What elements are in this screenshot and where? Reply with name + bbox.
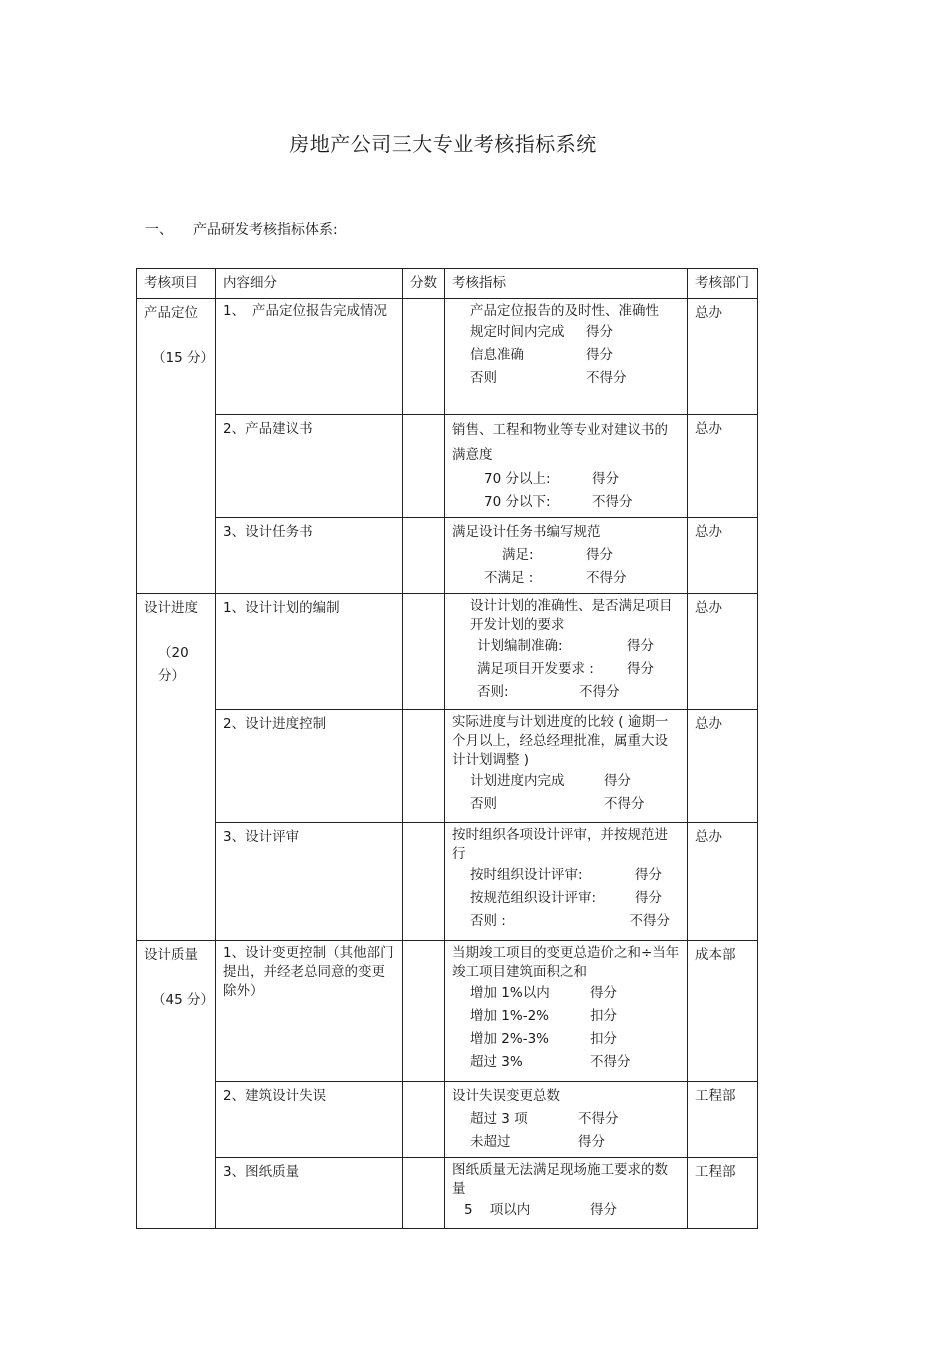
section-label: 产品研发考核指标体系: <box>193 222 338 238</box>
dept-cell: 工程部 <box>688 1082 758 1158</box>
indicator-desc: 满足设计任务书编写规范 <box>452 524 601 540</box>
item-cell: 3、设计评审 <box>216 823 403 941</box>
dept-cell: 成本部 <box>688 941 758 1082</box>
table-row <box>137 299 758 415</box>
header-dept: 考核部门 <box>688 269 758 299</box>
dept-cell: 总办 <box>688 710 758 823</box>
item-text: 产品定位报告完成情况 <box>252 303 387 319</box>
score-cell <box>403 1158 445 1229</box>
group-cell <box>137 594 216 941</box>
indicator-desc: 按时组织各项设计评审，并按规范进行 <box>452 827 668 862</box>
table-row <box>137 823 758 941</box>
table-row <box>137 941 758 1082</box>
score-cell <box>403 1082 445 1158</box>
group-name: 产品定位 <box>144 305 198 321</box>
table-row <box>137 415 758 518</box>
table-header-row <box>137 269 758 299</box>
section-heading <box>145 219 338 239</box>
indicator-desc: 设计失误变更总数 <box>452 1088 560 1104</box>
item-cell: 1、 产品定位报告完成情况 <box>216 299 403 415</box>
score-cell <box>403 299 445 415</box>
table-row <box>137 1158 758 1229</box>
indicator-cell: 设计计划的准确性、是否满足项目开发计划的要求 计划编制准确: 得分 满足项目开发要求 : 得分 否则: 不得分 <box>445 594 688 710</box>
indicator-cell: 销售、工程和物业等专业对建议书的满意度 70 分以上: 得分 70 分以下: 不得分 <box>445 415 688 518</box>
indicator-desc: 图纸质量无法满足现场施工要求的数量 <box>452 1162 668 1197</box>
dept-cell: 总办 <box>688 594 758 710</box>
indicator-cell: 设计失误变更总数 超过 3 项 不得分 未超过 得分 <box>445 1082 688 1158</box>
group-name: 设计进度 <box>144 600 198 616</box>
item-cell: 2、设计进度控制 <box>216 710 403 823</box>
header-score: 分数 <box>403 269 445 299</box>
group-cell <box>137 299 216 594</box>
group-score: （20 分） <box>158 645 189 684</box>
group-score: （45 分） <box>152 992 214 1008</box>
indicator-desc: 实际进度与计划进度的比较 ( 逾期一个月以上，经总经理批准，属重大设计计划调整 ) <box>452 714 669 768</box>
header-item: 考核项目 <box>137 269 216 299</box>
group-score: （15 分） <box>152 350 214 366</box>
header-indicator: 考核指标 <box>445 269 688 299</box>
indicator-desc: 设计计划的准确性、是否满足项目开发计划的要求 <box>470 598 673 633</box>
item-cell: 1、设计计划的编制 <box>216 594 403 710</box>
table-row <box>137 594 758 710</box>
table-row <box>137 710 758 823</box>
indicator-desc: 销售、工程和物业等专业对建议书的满意度 <box>452 422 668 463</box>
score-cell <box>403 415 445 518</box>
indicator-cell: 满足设计任务书编写规范 满足: 得分 不满足 : 不得分 <box>445 518 688 594</box>
document-title: 房地产公司三大专业考核指标系统 <box>289 132 597 156</box>
item-cell: 3、图纸质量 <box>216 1158 403 1229</box>
item-cell: 2、产品建议书 <box>216 415 403 518</box>
item-cell: 2、建筑设计失误 <box>216 1082 403 1158</box>
indicator-desc: 产品定位报告的及时性、准确性 <box>470 303 659 319</box>
item-cell: 3、设计任务书 <box>216 518 403 594</box>
kpi-table <box>136 268 758 1229</box>
indicator-cell: 按时组织各项设计评审，并按规范进行 按时组织设计评审: 得分 按规范组织设计评审: 得分 否则 : 不得分 <box>445 823 688 941</box>
table-row <box>137 518 758 594</box>
indicator-desc: 当期竣工项目的变更总造价之和÷当年竣工项目建筑面积之和 <box>452 945 680 980</box>
dept-cell: 总办 <box>688 518 758 594</box>
indicator-cell: 实际进度与计划进度的比较 ( 逾期一个月以上，经总经理批准，属重大设计计划调整 ) 计划进度内完成 得分 否则 不得分 <box>445 710 688 823</box>
score-cell <box>403 823 445 941</box>
group-cell <box>137 941 216 1229</box>
dept-cell: 总办 <box>688 823 758 941</box>
score-cell <box>403 710 445 823</box>
dept-cell: 总办 <box>688 415 758 518</box>
score-cell <box>403 941 445 1082</box>
dept-cell: 总办 <box>688 299 758 415</box>
section-number: 一、 <box>145 222 173 238</box>
item-cell: 1、设计变更控制（其他部门提出，并经老总同意的变更除外） <box>216 941 403 1082</box>
header-content: 内容细分 <box>216 269 403 299</box>
indicator-cell: 产品定位报告的及时性、准确性 规定时间内完成 得分 信息准确 得分 否则 不得分 <box>445 299 688 415</box>
score-cell <box>403 594 445 710</box>
score-cell <box>403 518 445 594</box>
dept-cell: 工程部 <box>688 1158 758 1229</box>
indicator-cell: 当期竣工项目的变更总造价之和÷当年竣工项目建筑面积之和 增加 1%以内 得分 增加 1%-2% 扣分 增加 2%-3% 扣分 超过 3% 不得分 <box>445 941 688 1082</box>
table-row <box>137 1082 758 1158</box>
group-name: 设计质量 <box>144 947 198 963</box>
indicator-cell: 图纸质量无法满足现场施工要求的数量 5 项以内 得分 <box>445 1158 688 1229</box>
